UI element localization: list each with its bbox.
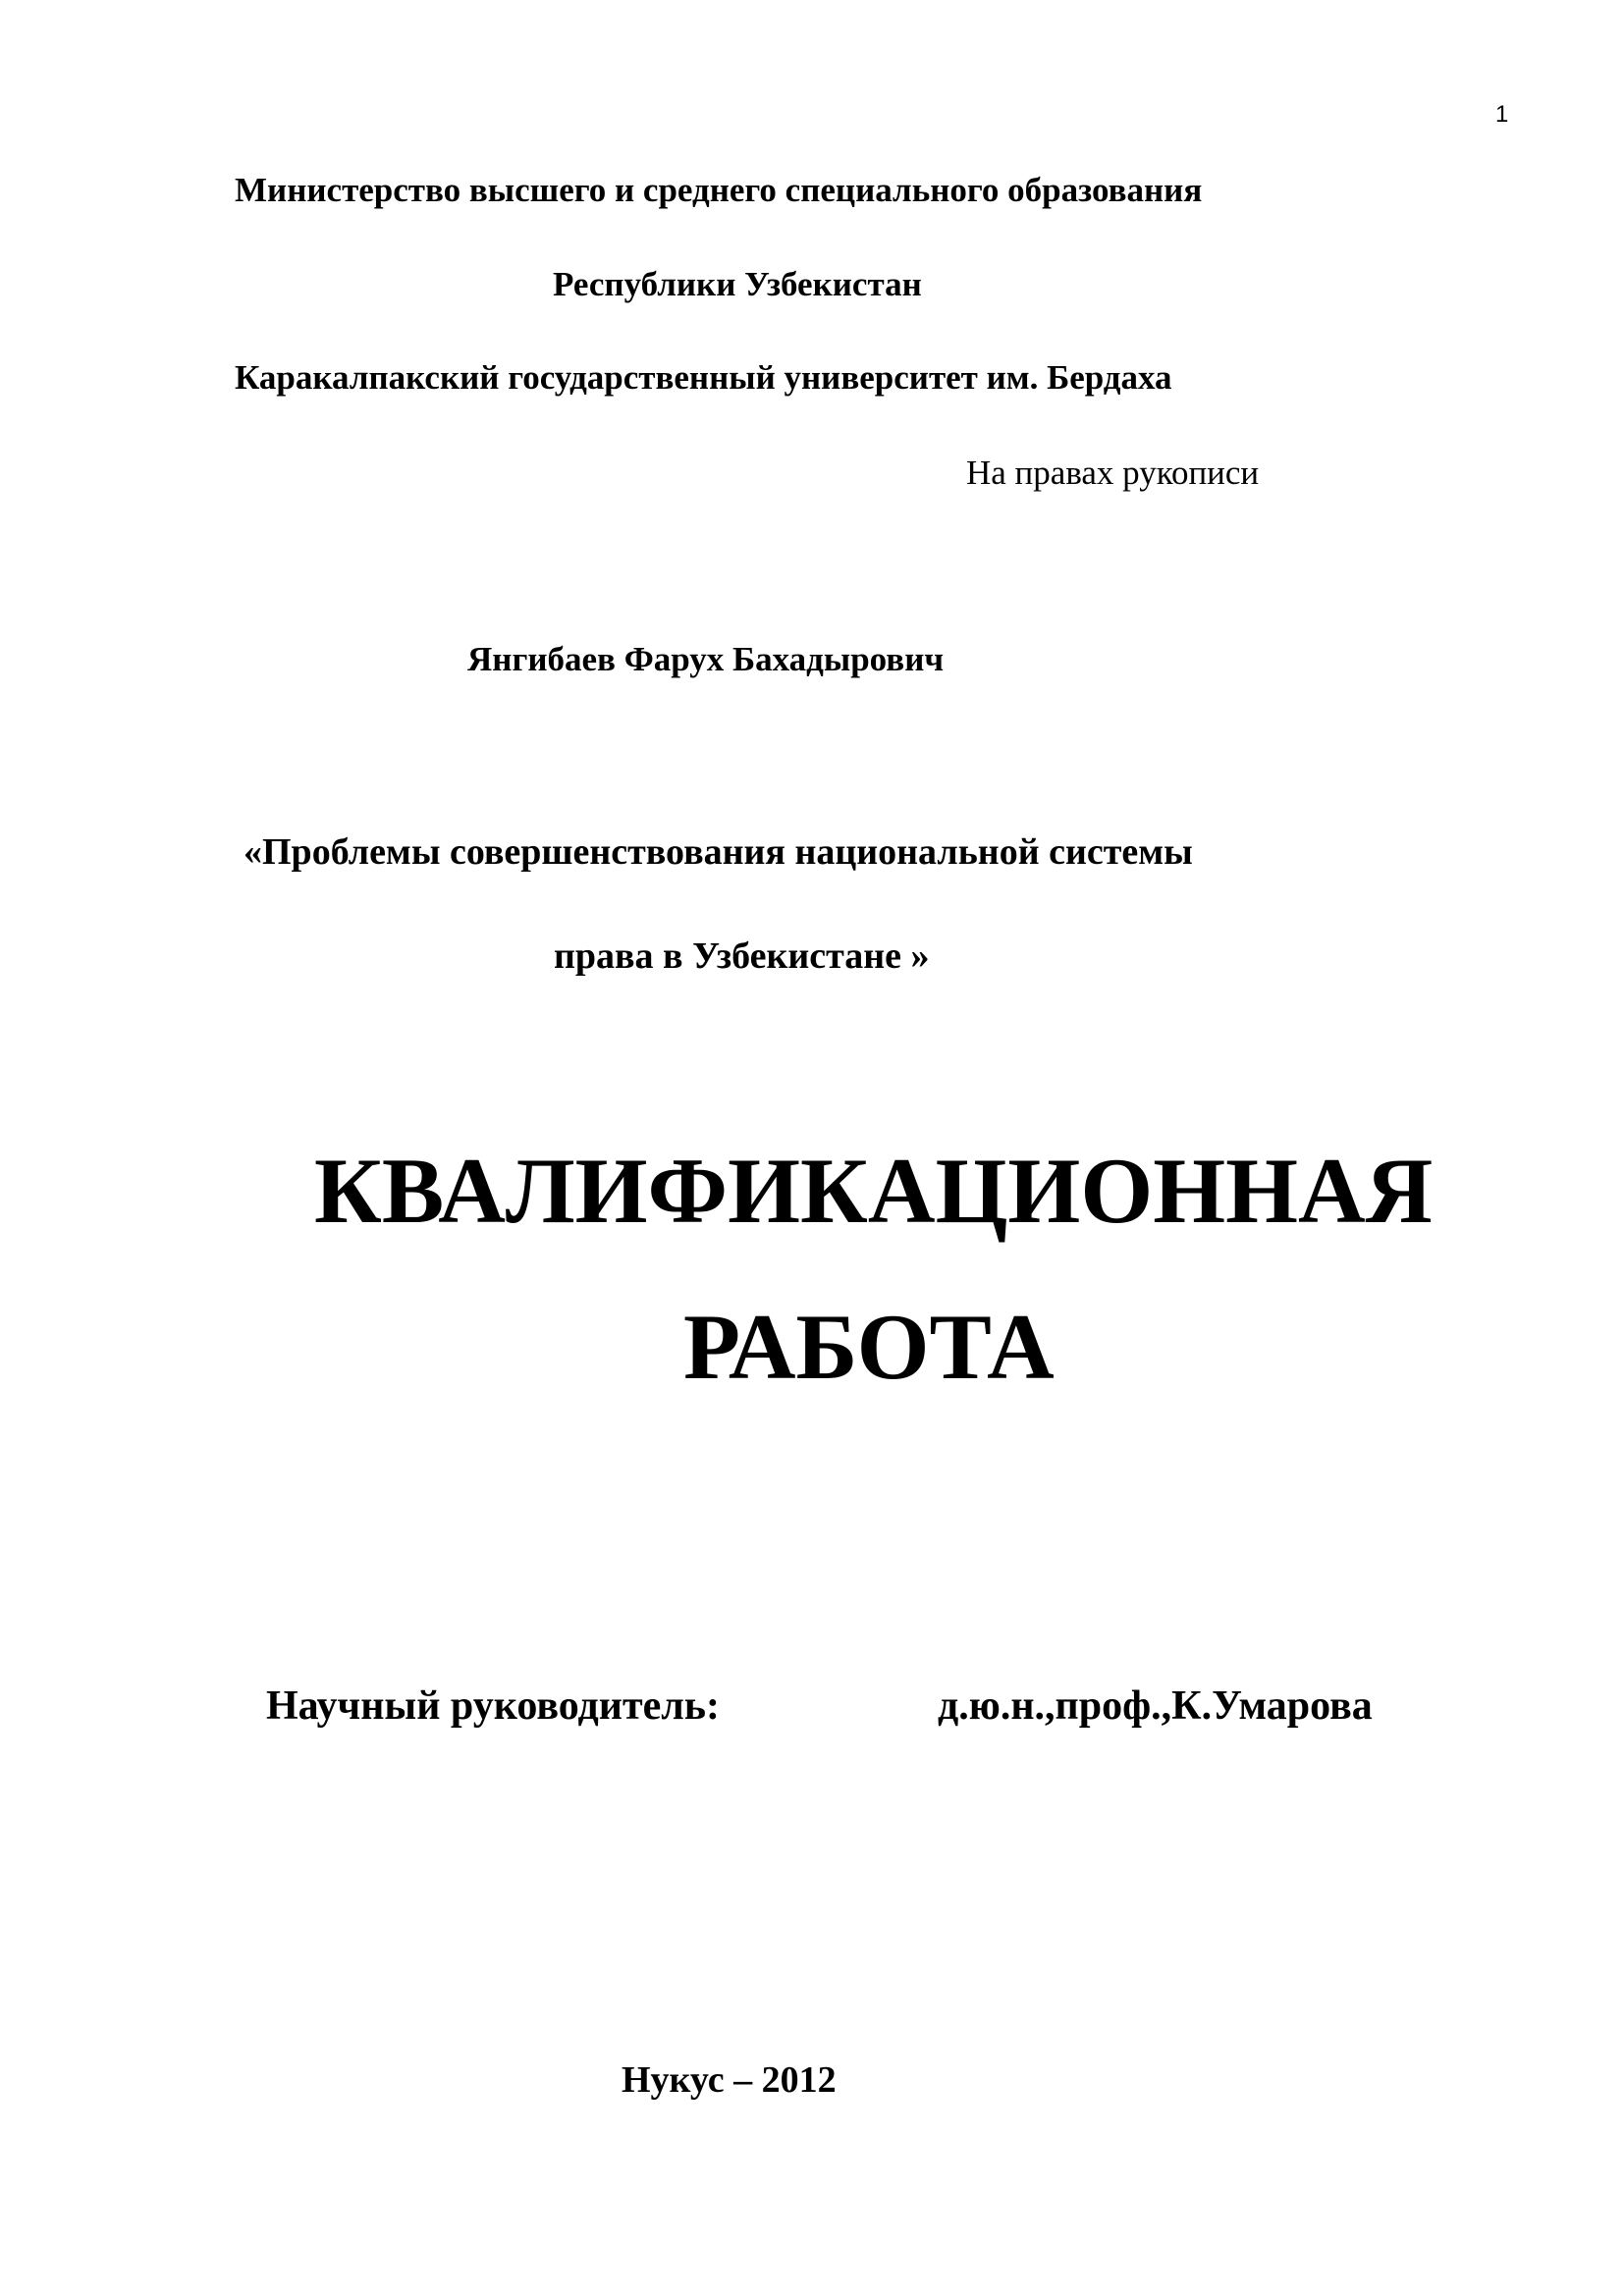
city-year: Нукус – 2012 [622, 2059, 837, 2101]
page-number: 1 [1495, 101, 1509, 128]
supervisor-label: Научный руководитель: [266, 1683, 720, 1729]
university-heading: Каракалпакский государственный университет им. Бердаха [235, 358, 1172, 397]
manuscript-note: На правах рукописи [966, 454, 1260, 492]
republic-heading: Республики Узбекистан [553, 265, 922, 303]
author-name: Янгибаев Фарух Бахадырович [467, 640, 945, 678]
topic-title-line-2: права в Узбекистане » [554, 935, 930, 977]
supervisor-name: д.ю.н.,проф.,К.Умарова [938, 1683, 1373, 1729]
topic-title-line-1: «Проблемы совершенствования национальной системы [244, 831, 1193, 873]
ministry-heading: Министерство высшего и среднего специального образования [235, 171, 1203, 209]
work-type-line-1: КВАЛИФИКАЦИОННАЯ [314, 1139, 1434, 1243]
work-type-line-2: РАБОТА [683, 1295, 1055, 1399]
